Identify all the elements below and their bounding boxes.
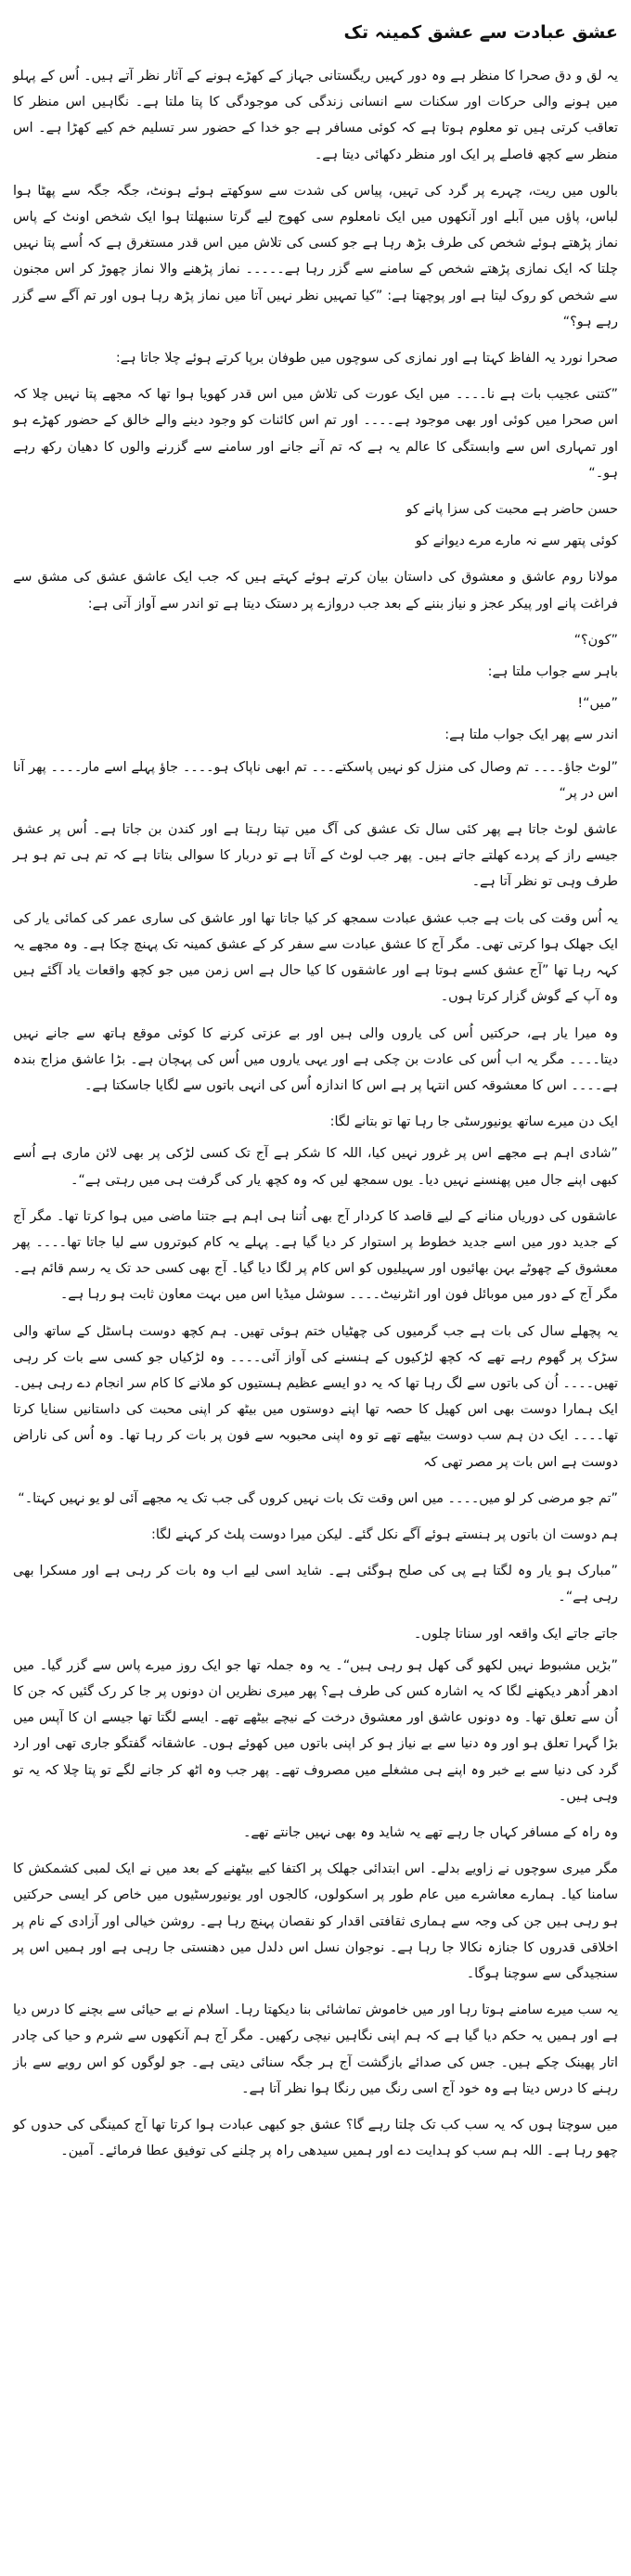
quote-paragraph: ”مبارک ہو یار وہ لگتا ہے پی کی صلح ہوگئی ہے۔ شاید اسی لیے اب وہ بات کر رہی ہے اور مسکرا بھی رہی ہے“۔	[13, 1564, 618, 1605]
paragraph: یہ لق و دق صحرا کا منظر ہے وہ دور کہیں ریگستانی جہاز کے کھڑے ہونے کے آثار نظر آتے ہیں۔ اُس کے پہلو میں ہونے والی حرکات اور سکنات سے انسانی زندگی کی موجودگی کا پتا ملتا ہے۔ نگاہیں اس منظر کا تعاقب کرتی ہیں تو معلوم ہوتا ہے کہ کوئی مسافر ہے جو خدا کے حضور سر تسلیم خم کیے کھڑا ہے۔ اس منظر سے کچھ فاصلے پر ایک اور منظر دکھائی دیتا ہے۔	[13, 69, 618, 162]
verse-line: کوئی پتھر سے نہ مارے مرے دیوانے کو	[415, 534, 618, 549]
paragraph: یہ سب میرے سامنے ہوتا رہا اور میں خاموش تماشائی بنا دیکھتا رہا۔ اسلام نے بے حیائی سے بچنے کا درس دیا ہے اور ہمیں یہ حکم دیا گیا ہے کہ ہم اپنی نگاہیں نیچی رکھیں۔ مگر آج ہم آنکھوں سے شرم و حیا کی چادر اتار پھینک چکے ہیں۔ جس کی صدائے بازگشت آج ہر جگہ سنائی دیتی ہے۔ جو لوگوں کو اس رویے سے باز رہنے کا درس دیتا ہے وہ خود آج اسی رنگ میں رنگا ہوا نظر آتا ہے۔	[13, 2003, 618, 2096]
paragraph: عاشقوں کی دوریاں منانے کے لیے قاصد کا کردار آج بھی اُتنا ہی اہم ہے جتنا ماضی میں ہوا کرتا تھا۔ مگر آج کے جدید دور میں اسے جدید خطوط پر استوار کر دیا گیا ہے۔ پہلے یہ کام کبوتروں سے لیا جاتا تھا۔۔۔۔ پھر معشوق کے چھوٹے بہن بھائیوں اور سہیلیوں کو اس کام پر لگا دیا گیا۔ آج بھی کسی حد تک یہ رسم قائم ہے۔ مگر آج کے دور میں موبائل فون اور انٹرنیٹ۔۔۔۔ سوشل میڈیا اس میں بہت معاون ثابت ہو رہا ہے۔	[13, 1208, 618, 1303]
quote-paragraph: ”تم جو مرضی کر لو میں۔۔۔۔ میں اس وقت تک بات نہیں کروں گی جب تک یہ مجھے آئی لو یو نہیں کہتا۔“	[18, 1490, 618, 1506]
paragraph: وہ راہ کے مسافر کہاں جا رہے تھے یہ شاید وہ بھی نہیں جانتے تھے۔	[243, 1824, 618, 1840]
paragraph: ”کتنی عجیب بات ہے نا۔۔۔۔ میں ایک عورت کی تلاش میں اس قدر کھویا ہوا تھا کہ مجھے پتا نہیں چلا کہ اس صحرا میں کوئی اور بھی موجود ہے۔۔۔۔ اور تم اس کائنات کو وجود دینے والے خالق کے حضور کھڑے ہو اور تمہاری اس سے وابستگی کا عالم یہ ہے کہ تم آنے جانے اور سامنے سے گزرنے والوں کا دھیان رکھ رہے ہو۔“	[13, 387, 618, 481]
article-title: عشق عبادت سے عشق کمینہ تک	[343, 22, 618, 43]
paragraph: اندر سے پھر ایک جواب ملتا ہے:	[444, 728, 618, 743]
quote-paragraph: ”بڑیں مشبوط نہیں لکھو گی کھل ہو رہی ہیں“۔ یہ وہ جملہ تھا جو ایک روز میرے پاس سے گزر گیا۔ میں ادھر اُدھر دیکھنے لگا کہ یہ اشارہ کس کی طرف ہے؟ پھر میری نظریں ان دونوں پر جا کر رک گئیں کہ جن کا اُن سے تعلق تھا۔ وہ دونوں عاشق اور معشوق درخت کے نیچے بیٹھے تھے۔ ایسے لگتا تھا جیسے ان کا آپس میں بڑا گہرا تعلق ہو اور وہ دنیا سے بے نیاز ہو کر اپنی باتوں میں کھوئے ہوں۔ عاشقانہ گفتگو جاری تھی اور ارد گرد کی دنیا سے بے خبر وہ اپنے ہی مشغلے میں مصروف تھے۔ پھر جب وہ اٹھ کر جانے لگے تو پتا چلا کہ یہ تو وہی ہیں۔	[13, 1657, 618, 1804]
quote-paragraph: ”شادی اہم ہے مجھے اس پر غرور نہیں کیا، اللہ کا شکر ہے آج تک کسی لڑکی پر بھی لائن ماری ہے اُسے کبھی اپنے جال میں پھنسنے نہیں دیا۔ یوں سمجھ لیں کہ وہ کچھ یار کی گرفت ہی میں رہتی ہے“۔	[13, 1146, 618, 1188]
verse-line: حسن حاضر ہے محبت کی سزا پانے کو	[406, 502, 618, 518]
paragraph: عاشق لوٹ جاتا ہے پھر کئی سال تک عشق کی آگ میں تپتا رہتا ہے اور کندن بن جاتا ہے۔ اُس پر عشق جیسے راز کے پردے کھلتے جاتے ہیں۔ پھر جب لوٹ کے آتا ہے تو دربار کا سوالی بتاتا ہے کہ تم ہی تم ہو ہر طرف وہی تو نظر آتا ہے۔	[13, 822, 618, 890]
paragraph: ایک دن میرے ساتھ یونیورسٹی جا رہا تھا تو بتانے لگا:	[329, 1114, 618, 1130]
paragraph: مگر میری سوچوں نے زاویے بدلے۔ اس ابتدائی جھلک پر اکتفا کیے بیٹھنے کے بعد میں نے ایک لمبی کشمکش کا سامنا کیا۔ ہمارے معاشرے میں عام طور پر اسکولوں، کالجوں اور یونیورسٹیوں میں خاص کر ایسی حرکتیں ہو رہی ہیں جن کی وجہ سے ہماری ثقافتی اقدار کو نقصان پہنچ رہا ہے۔ روشن خیالی اور آزادی کے نام پر اخلاقی قدروں کا جنازہ نکالا جا رہا ہے۔ نوجوان نسل اس دلدل میں دھنستی جا رہی ہے اور ہمیں اس پر سنجیدگی سے سوچنا ہوگا۔	[13, 1861, 618, 1981]
paragraph: صحرا نورد یہ الفاظ کہتا ہے اور نمازی کی سوچوں میں طوفان برپا کرتے ہوئے چلا جاتا ہے:	[115, 351, 618, 367]
dialogue-line: ”میں“!	[577, 696, 618, 712]
paragraph: ہم دوست ان باتوں پر ہنستے ہوئے آگے نکل گئے۔ لیکن میرا دوست پلٹ کر کہنے لگا:	[150, 1526, 618, 1542]
paragraph: یہ پچھلے سال کی بات ہے جب گرمیوں کی چھٹیاں ختم ہوئی تھیں۔ ہم کچھ دوست ہاسٹل کے ساتھ والی سڑک پر گھوم رہے تھے کہ کچھ لڑکیوں کے ہنسنے کی آواز آئی۔۔۔۔ وہ لڑکیاں جو کسی سے بات کر رہی تھیں۔۔۔۔ اُن کی باتوں سے لگ رہا تھا کہ یہ دو ایسے عظیم ہستیوں کو ملانے کا کام سر انجام دے رہی ہیں۔ ایک ہمارا دوست بھی اس کھیل کا حصہ تھا اپنے دوستوں میں بیٹھ کر اپنی محبت کی داستانیں سنایا کرتا تھا۔۔۔۔ ایک دن ہم سب دوست بیٹھے تھے تو وہ اپنی محبوبہ سے فون پر بات کر رہا تھا۔ وہ اُس کی ناراض دوست ہے اس بات پر مصر تھی کہ	[13, 1323, 618, 1470]
paragraph: باہر سے جواب ملتا ہے:	[487, 664, 618, 680]
paragraph: وہ میرا یار ہے، حرکتیں اُس کی یاروں والی ہیں اور بے عزتی کرنے کا کوئی موقع ہاتھ سے جانے نہیں دیتا۔۔۔۔ مگر یہ اب اُس کی عادت بن چکی ہے اور یہی یاروں میں اُس کی پہچان ہے۔ بڑا عاشق مزاج بندہ ہے۔۔۔۔ اس کا معشوقہ کس انتہا پر ہے اس کا اندازہ اُس کی انہی باتوں سے لگایا جاسکتا ہے۔	[13, 1025, 618, 1093]
paragraph: میں سوچتا ہوں کہ یہ سب کب تک چلتا رہے گا؟ عشق جو کبھی عبادت ہوا کرتا تھا آج کمینگی کی حدوں کو چھو رہا ہے۔ اللہ ہم سب کو ہدایت دے اور ہمیں سیدھی راہ پر چلنے کی توفیق عطا فرمائے۔ آمین۔	[13, 2118, 618, 2159]
paragraph: مولانا روم عاشق و معشوق کی داستان بیان کرتے ہوئے کہتے ہیں کہ جب ایک عاشق عشق کی مشق سے فراغت پانے اور پیکر عجز و نیاز بننے کے بعد جب دروازے پر دستک دیتا ہے تو اندر سے آواز آتی ہے:	[13, 570, 618, 612]
dialogue-line: ”کون؟“	[573, 632, 618, 648]
paragraph: جاتے جاتے ایک واقعہ اور سناتا چلوں۔	[413, 1626, 618, 1642]
dialogue-line: ”لوٹ جاؤ۔۔۔۔ تم وصال کی منزل کو نہیں پاسکتے۔۔۔ تم ابھی ناپاک ہو۔۔۔۔ جاؤ پہلے اسے مار۔۔۔۔ پھر آنا اس در پر“	[13, 759, 618, 801]
paragraph: یہ اُس وقت کی بات ہے جب عشق عبادت سمجھ کر کیا جاتا تھا اور عاشق کی ساری عمر کی کمائی یار کی ایک جھلک ہوا کرتی تھی۔ مگر آج کا عشق عبادت سے سفر کر کے عشق کمینہ تک پہنچ چکا ہے۔ وہ مجھے یہ کہہ رہا تھا ”آج عشق کسے ہوتا ہے اور عاشقوں کا کیا حال ہے اس زمن میں جو کچھ واقعات یاد آگئے ہیں وہ آپ کے گوش گزار کرتا ہوں۔	[13, 910, 618, 1005]
paragraph: بالوں میں ریت، چہرے پر گرد کی تہیں، پیاس کی شدت سے سوکھتے ہوئے ہونٹ، جگہ جگہ سے پھٹا ہوا لباس، پاؤں میں آبلے اور آنکھوں میں ایک نامعلوم سی کھوج لیے گرتا سنبھلتا ہوا ایک شخص اونٹ کے پاس نماز پڑھتے ہوئے شخص کی طرف بڑھ رہا ہے جو کسی کی تلاش میں اس قدر مستغرق ہے کہ اُسے پتا نہیں چلتا کہ ایک نمازی پڑھتے شخص کے سامنے سے گزر رہا ہے۔۔۔۔۔ نماز پڑھنے والا نماز چھوڑ کر اس مجنون سے شخص کو روک لیتا ہے اور پوچھتا ہے: ”کیا تمہیں نظر نہیں آتا میں نماز پڑھ رہا ہوں اور تم آگے سے گزر رہے ہو؟“	[13, 183, 618, 329]
